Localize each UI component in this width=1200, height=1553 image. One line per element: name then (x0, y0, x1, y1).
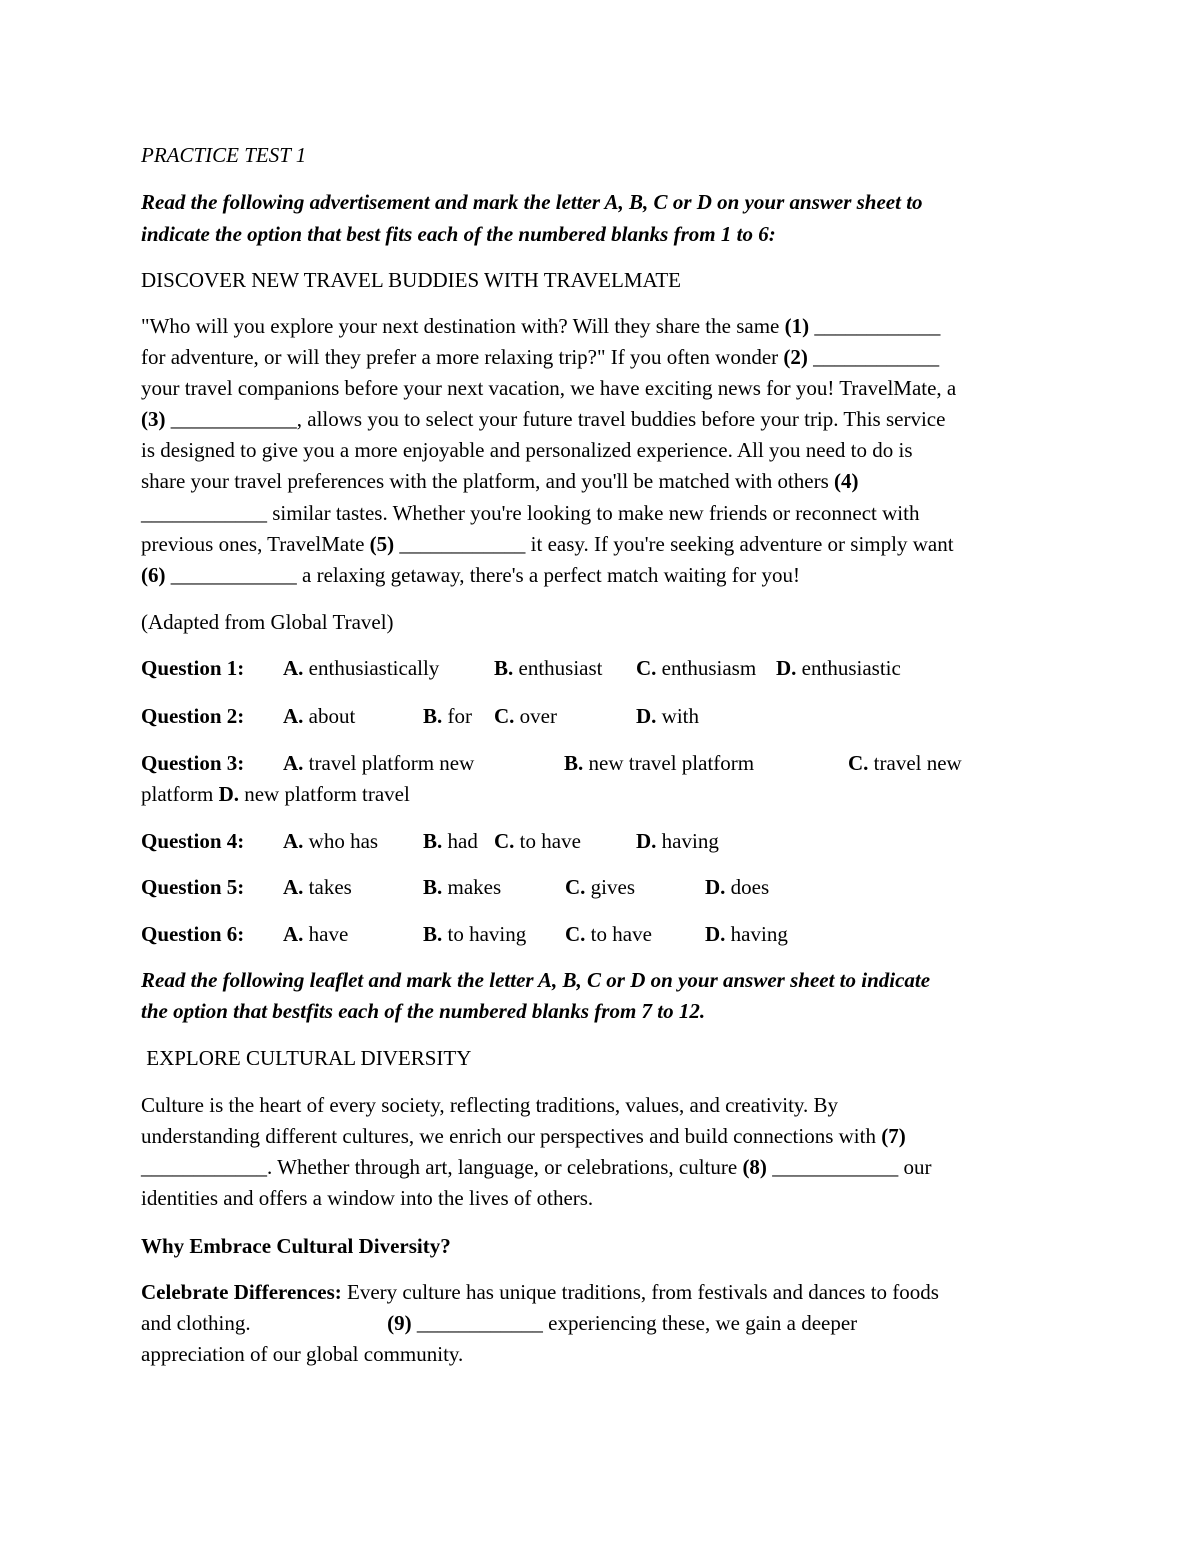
passage-text: ____________ experiencing these, we gain a deeper (411, 1311, 858, 1335)
question-label: Question 5: (141, 875, 245, 899)
option-text: over (514, 704, 557, 728)
option-letter: D. (218, 782, 239, 806)
answer-option (705, 922, 788, 946)
option-letter: A. (283, 751, 304, 775)
option-letter: D. (705, 875, 726, 899)
option-text: to having (442, 922, 527, 946)
passage-text: "Who will you explore your next destination with? Will they share the same (141, 314, 785, 338)
option-text: does (725, 875, 770, 899)
passage-text: Culture is the heart of every society, reflecting traditions, values, and creativity. By (141, 1093, 839, 1117)
answer-option (776, 656, 901, 680)
passage-text: identities and offers a window into the lives of others. (141, 1186, 594, 1210)
option-text: enthusiast (513, 656, 603, 680)
section2-passage-line (141, 1093, 838, 1117)
question-label: Question 2: (141, 704, 245, 728)
section2-passage-line (141, 1186, 593, 1210)
answer-option (283, 829, 378, 853)
option-letter: D. (636, 704, 657, 728)
option-letter: C. (565, 875, 586, 899)
option-text: makes (442, 875, 502, 899)
passage-text: ____________ (807, 345, 940, 369)
passage-text: is designed to give you a more enjoyable and personalized experience. All you need to do is (141, 438, 913, 462)
answer-option (283, 922, 348, 946)
option-letter: B. (423, 875, 443, 899)
blank-number: (9) (387, 1311, 412, 1335)
passage-text: for adventure, or will they prefer a more relaxing trip?" If you often wonder (141, 345, 784, 369)
answer-option (705, 875, 769, 899)
option-text: enthusiasm (656, 656, 757, 680)
answer-option (494, 704, 557, 728)
celebrate-line (141, 1311, 857, 1335)
answer-option (564, 751, 754, 775)
option-text: had (442, 829, 478, 853)
option-letter: B. (423, 922, 443, 946)
option-text: new platform travel (238, 782, 410, 806)
option-text: for (442, 704, 473, 728)
answer-option (283, 751, 474, 775)
answer-option (494, 829, 581, 853)
blank-number: (5) (369, 532, 395, 556)
option-text: travel platform new (303, 751, 475, 775)
section1-passage-line (141, 438, 913, 462)
option-text: enthusiastic (796, 656, 901, 680)
passage-text: ____________, allows you to select your future travel buddies before your trip. This service (165, 407, 946, 431)
option-letter: A. (283, 922, 304, 946)
blank-number: (6) (141, 563, 166, 587)
answer-option (423, 875, 501, 899)
answer-option (141, 782, 410, 806)
passage-text: share your travel preferences with the platform, and you'll be matched with others (141, 469, 835, 493)
section1-source: (Adapted from Global Travel) (141, 610, 394, 634)
answer-option (283, 656, 439, 680)
section1-passage-line (141, 407, 945, 431)
section1-passage-line (141, 532, 954, 556)
blank-number: (3) (141, 407, 166, 431)
blank-number: (1) (784, 314, 810, 338)
celebrate-line (141, 1280, 939, 1304)
option-text: have (303, 922, 349, 946)
answer-option (423, 829, 478, 853)
answer-option (636, 829, 719, 853)
option-text: to have (585, 922, 652, 946)
option-letter: A. (283, 875, 304, 899)
option-letter: C. (636, 656, 657, 680)
answer-option (494, 656, 603, 680)
question-label: Question 3: (141, 751, 245, 775)
answer-option (283, 704, 355, 728)
option-letter: B. (423, 704, 443, 728)
passage-text: previous ones, TravelMate (141, 532, 370, 556)
option-letter: C. (565, 922, 586, 946)
option-text: to have (514, 829, 581, 853)
option-text: having (656, 829, 719, 853)
option-letter: D. (776, 656, 797, 680)
celebrate-line (141, 1342, 463, 1366)
passage-text: and clothing. (141, 1311, 388, 1335)
blank-number: (4) (834, 469, 859, 493)
option-letter: D. (705, 922, 726, 946)
section2-subheading: Why Embrace Cultural Diversity? (141, 1234, 451, 1258)
option-text: who has (303, 829, 379, 853)
section1-heading: DISCOVER NEW TRAVEL BUDDIES WITH TRAVELMATE (141, 268, 681, 292)
answer-option (283, 875, 352, 899)
passage-text: ____________ (809, 314, 941, 338)
passage-text: ____________ it easy. If you're seeking adventure or simply want (394, 532, 954, 556)
option-text: takes (303, 875, 352, 899)
option-letter: C. (494, 704, 515, 728)
option-text: travel new (868, 751, 962, 775)
section2-passage-line (141, 1155, 931, 1179)
answer-option (848, 751, 962, 775)
passage-text: appreciation of our global community. (141, 1342, 464, 1366)
answer-option (565, 875, 635, 899)
section1-instruction-line-1: Read the following advertisement and mark the letter A, B, C or D on your answer sheet to (141, 190, 923, 214)
option-text: new travel platform (583, 751, 755, 775)
section1-passage-line (141, 469, 859, 493)
blank-number: (8) (742, 1155, 767, 1179)
section1-passage-line (141, 376, 956, 400)
option-letter: B. (423, 829, 443, 853)
option-letter: A. (283, 656, 304, 680)
question-label: Question 6: (141, 922, 245, 946)
option-text: gives (585, 875, 635, 899)
option-letter: C. (848, 751, 869, 775)
section1-passage-line (141, 345, 939, 369)
passage-text: your travel companions before your next vacation, we have exciting news for you! TravelMate, a (141, 376, 957, 400)
answer-option (636, 704, 699, 728)
passage-text: understanding different cultures, we enrich our perspectives and build connections with (141, 1124, 882, 1148)
option-text-wrap: platform (141, 782, 219, 806)
answer-option (565, 922, 652, 946)
section1-passage-line (141, 563, 800, 587)
option-letter: A. (283, 829, 304, 853)
passage-text: ____________ similar tastes. Whether you're looking to make new friends or reconnect with (141, 501, 920, 525)
question-label: Question 1: (141, 656, 245, 680)
answer-option (636, 656, 756, 680)
passage-text: ____________ our (766, 1155, 932, 1179)
passage-text: ____________. Whether through art, language, or celebrations, culture (141, 1155, 743, 1179)
blank-number: Celebrate Differences: (141, 1280, 342, 1304)
section1-passage-line (141, 501, 919, 525)
blank-number: (7) (881, 1124, 906, 1148)
option-text: enthusiastically (303, 656, 440, 680)
option-text: about (303, 704, 356, 728)
section1-passage-line (141, 314, 940, 338)
answer-option (423, 922, 526, 946)
option-letter: B. (494, 656, 514, 680)
section1-instruction-line-2: indicate the option that best fits each of the numbered blanks from 1 to 6: (141, 222, 776, 246)
option-letter: A. (283, 704, 304, 728)
passage-text: Every culture has unique traditions, from festivals and dances to foods (341, 1280, 939, 1304)
option-text: with (656, 704, 700, 728)
option-letter: C. (494, 829, 515, 853)
answer-option (423, 704, 472, 728)
option-text: having (725, 922, 788, 946)
question-label: Question 4: (141, 829, 245, 853)
blank-number: (2) (783, 345, 808, 369)
section2-passage-line (141, 1124, 906, 1148)
passage-text: ____________ a relaxing getaway, there's a perfect match waiting for you! (165, 563, 801, 587)
section2-instruction-line-1: Read the following leaflet and mark the letter A, B, C or D on your answer sheet to indicate (141, 968, 931, 992)
option-letter: D. (636, 829, 657, 853)
option-letter: B. (564, 751, 584, 775)
test-title: PRACTICE TEST 1 (141, 143, 307, 167)
section2-heading: EXPLORE CULTURAL DIVERSITY (141, 1046, 472, 1070)
section2-instruction-line-2: the option that bestfits each of the numbered blanks from 7 to 12. (141, 999, 706, 1023)
